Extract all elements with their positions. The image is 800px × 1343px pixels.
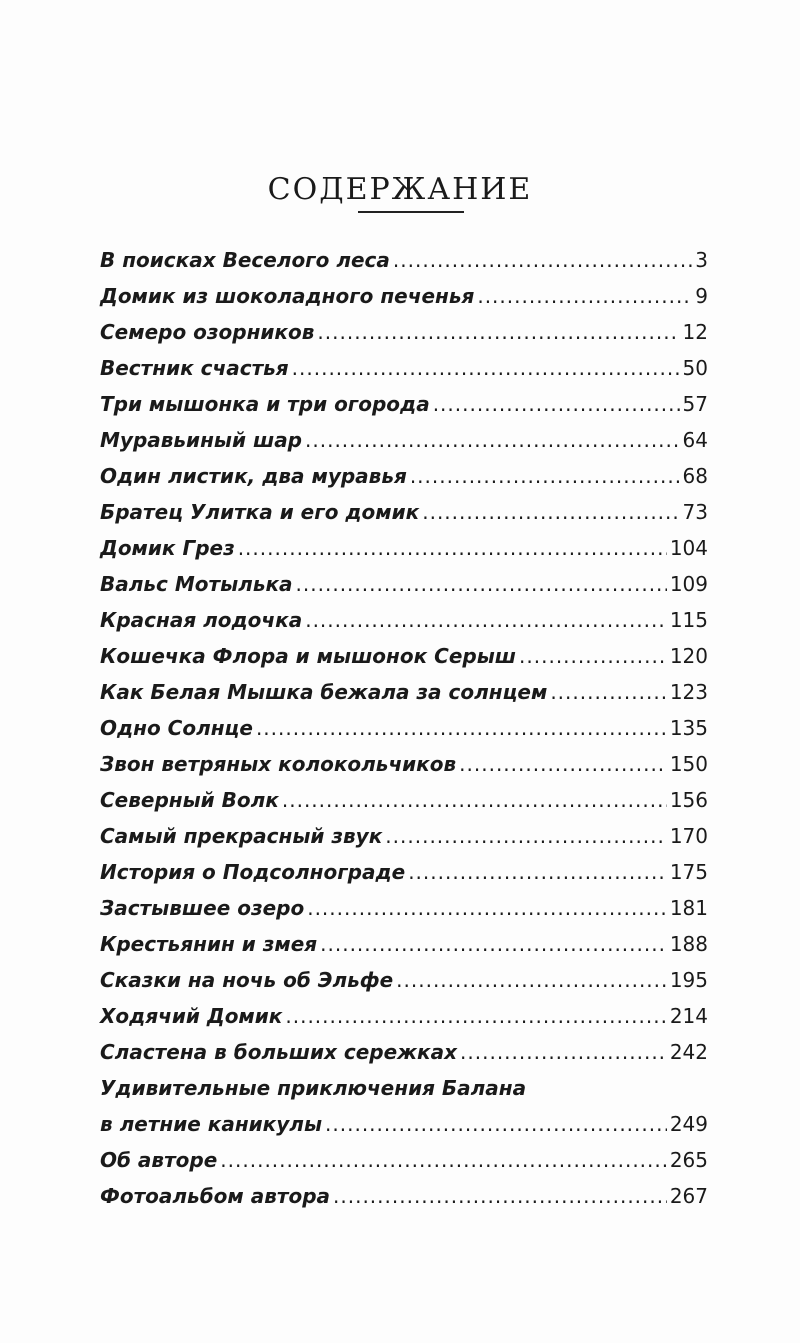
toc-entry-title: В поисках Веселого леса [100, 248, 390, 272]
toc-entry [100, 566, 708, 602]
toc-entry [100, 314, 708, 350]
dot-leader [333, 1178, 667, 1214]
dot-leader [282, 782, 667, 818]
toc-entry-page-number: 242 [669, 1040, 708, 1064]
dot-leader [422, 494, 679, 530]
toc-entry [100, 458, 708, 494]
dot-leader [550, 674, 666, 710]
toc-entry [100, 998, 708, 1034]
toc-entry-page-number: 3 [695, 248, 708, 272]
dot-leader [519, 638, 667, 674]
toc-entry [100, 1142, 708, 1178]
toc-entry [100, 890, 708, 926]
toc-entry-title: Один листик, два муравья [100, 464, 407, 488]
toc-entry-title: История о Подсолнограде [100, 860, 406, 884]
dot-leader [477, 278, 692, 314]
toc-entry-page-number: 150 [669, 752, 708, 776]
dot-leader [385, 818, 667, 854]
dot-leader [285, 998, 666, 1034]
toc-entry-page-number: 115 [669, 608, 708, 632]
toc-entry [100, 854, 708, 890]
toc-entry [100, 710, 708, 746]
toc-entry [100, 926, 708, 962]
toc-entry-title: Вальс Мотылька [100, 572, 293, 596]
toc-entry-title: в летние каникулы [100, 1112, 323, 1136]
toc-entry-page-number: 64 [682, 428, 708, 452]
toc-entry-title: Вестник счастья [100, 356, 289, 380]
toc-entry [100, 782, 708, 818]
toc-entry-page-number: 12 [682, 320, 708, 344]
page-title: СОДЕРЖАНИЕ [267, 172, 533, 208]
dot-leader [305, 422, 680, 458]
dot-leader [459, 746, 667, 782]
dot-leader [307, 890, 667, 926]
toc-entry [100, 1106, 708, 1142]
toc-entry [100, 494, 708, 530]
toc-entry [100, 1034, 708, 1070]
toc-entry-page-number: 267 [669, 1184, 708, 1208]
toc-entry-title: Ходячий Домик [100, 1004, 283, 1028]
dot-leader [393, 242, 692, 278]
toc-entry-page-number: 214 [669, 1004, 708, 1028]
dot-leader [410, 458, 680, 494]
dot-leader [408, 854, 667, 890]
toc-entry-title: Сказки на ночь об Эльфе [100, 968, 394, 992]
toc-entry-page-number: 120 [669, 644, 708, 668]
toc-entry-title: Застывшее озеро [100, 896, 305, 920]
dot-leader [325, 1106, 667, 1142]
toc-entry [100, 818, 708, 854]
toc-entry-title: Северный Волк [100, 788, 279, 812]
toc-entry-page-number: 68 [682, 464, 708, 488]
toc-entry-page-number: 57 [682, 392, 708, 416]
dot-leader [305, 602, 667, 638]
toc-entry-page-number: 9 [695, 284, 708, 308]
toc-entry-title: Три мышонка и три огорода [100, 392, 430, 416]
toc-entry-page-number: 104 [669, 536, 708, 560]
toc-entry [100, 422, 708, 458]
dot-leader [220, 1142, 667, 1178]
toc-entry-title: Красная лодочка [100, 608, 303, 632]
toc-entry [100, 746, 708, 782]
toc-entry-page-number: 175 [669, 860, 708, 884]
toc-entry-title: Домик из шоколадного печенья [100, 284, 475, 308]
toc-entry-page-number: 156 [669, 788, 708, 812]
toc-entry-title: Одно Солнце [100, 716, 253, 740]
toc-entry [100, 962, 708, 998]
table-of-contents [100, 242, 708, 1214]
dot-leader [396, 962, 667, 998]
toc-entry-page-number: 123 [669, 680, 708, 704]
toc-entry-page-number: 109 [669, 572, 708, 596]
toc-entry-page-number: 195 [669, 968, 708, 992]
dot-leader [317, 314, 679, 350]
toc-entry-title: Удивительные приключения Балана [100, 1076, 527, 1100]
toc-entry-page-number: 73 [682, 500, 708, 524]
toc-entry-page-number: 170 [669, 824, 708, 848]
toc-entry-title: Братец Улитка и его домик [100, 500, 420, 524]
toc-entry-title: Семеро озорников [100, 320, 315, 344]
toc-entry-page-number: 50 [682, 356, 708, 380]
dot-leader [292, 350, 680, 386]
toc-entry-title: Домик Грез [100, 536, 235, 560]
toc-entry [100, 530, 708, 566]
toc-entry [100, 278, 708, 314]
toc-entry-title: Как Белая Мышка бежала за солнцем [100, 680, 548, 704]
dot-leader [460, 1034, 667, 1070]
toc-entry-title: Муравьиный шар [100, 428, 303, 452]
toc-entry-page-number: 135 [669, 716, 708, 740]
toc-entry-title: Крестьянин и змея [100, 932, 318, 956]
toc-entry-title: Звон ветряных колокольчиков [100, 752, 457, 776]
dot-leader [256, 710, 667, 746]
toc-entry-page-number: 249 [669, 1112, 708, 1136]
toc-entry [100, 1070, 708, 1106]
toc-entry [100, 242, 708, 278]
toc-entry-page-number: 265 [669, 1148, 708, 1172]
toc-entry-title: Об авторе [100, 1148, 218, 1172]
toc-entry [100, 674, 708, 710]
toc-entry-title: Сластена в больших сережках [100, 1040, 458, 1064]
toc-entry-title: Фотоальбом автора [100, 1184, 331, 1208]
toc-entry [100, 638, 708, 674]
toc-entry-page-number: 181 [669, 896, 708, 920]
dot-leader [320, 926, 667, 962]
toc-entry [100, 386, 708, 422]
toc-entry-page-number: 188 [669, 932, 708, 956]
dot-leader [433, 386, 680, 422]
toc-entry-title: Кошечка Флора и мышонок Серыш [100, 644, 517, 668]
toc-entry [100, 602, 708, 638]
dot-leader [238, 530, 667, 566]
dot-leader [296, 566, 667, 602]
title-divider [358, 211, 464, 213]
toc-entry-title: Самый прекрасный звук [100, 824, 383, 848]
toc-entry [100, 1178, 708, 1214]
toc-entry [100, 350, 708, 386]
